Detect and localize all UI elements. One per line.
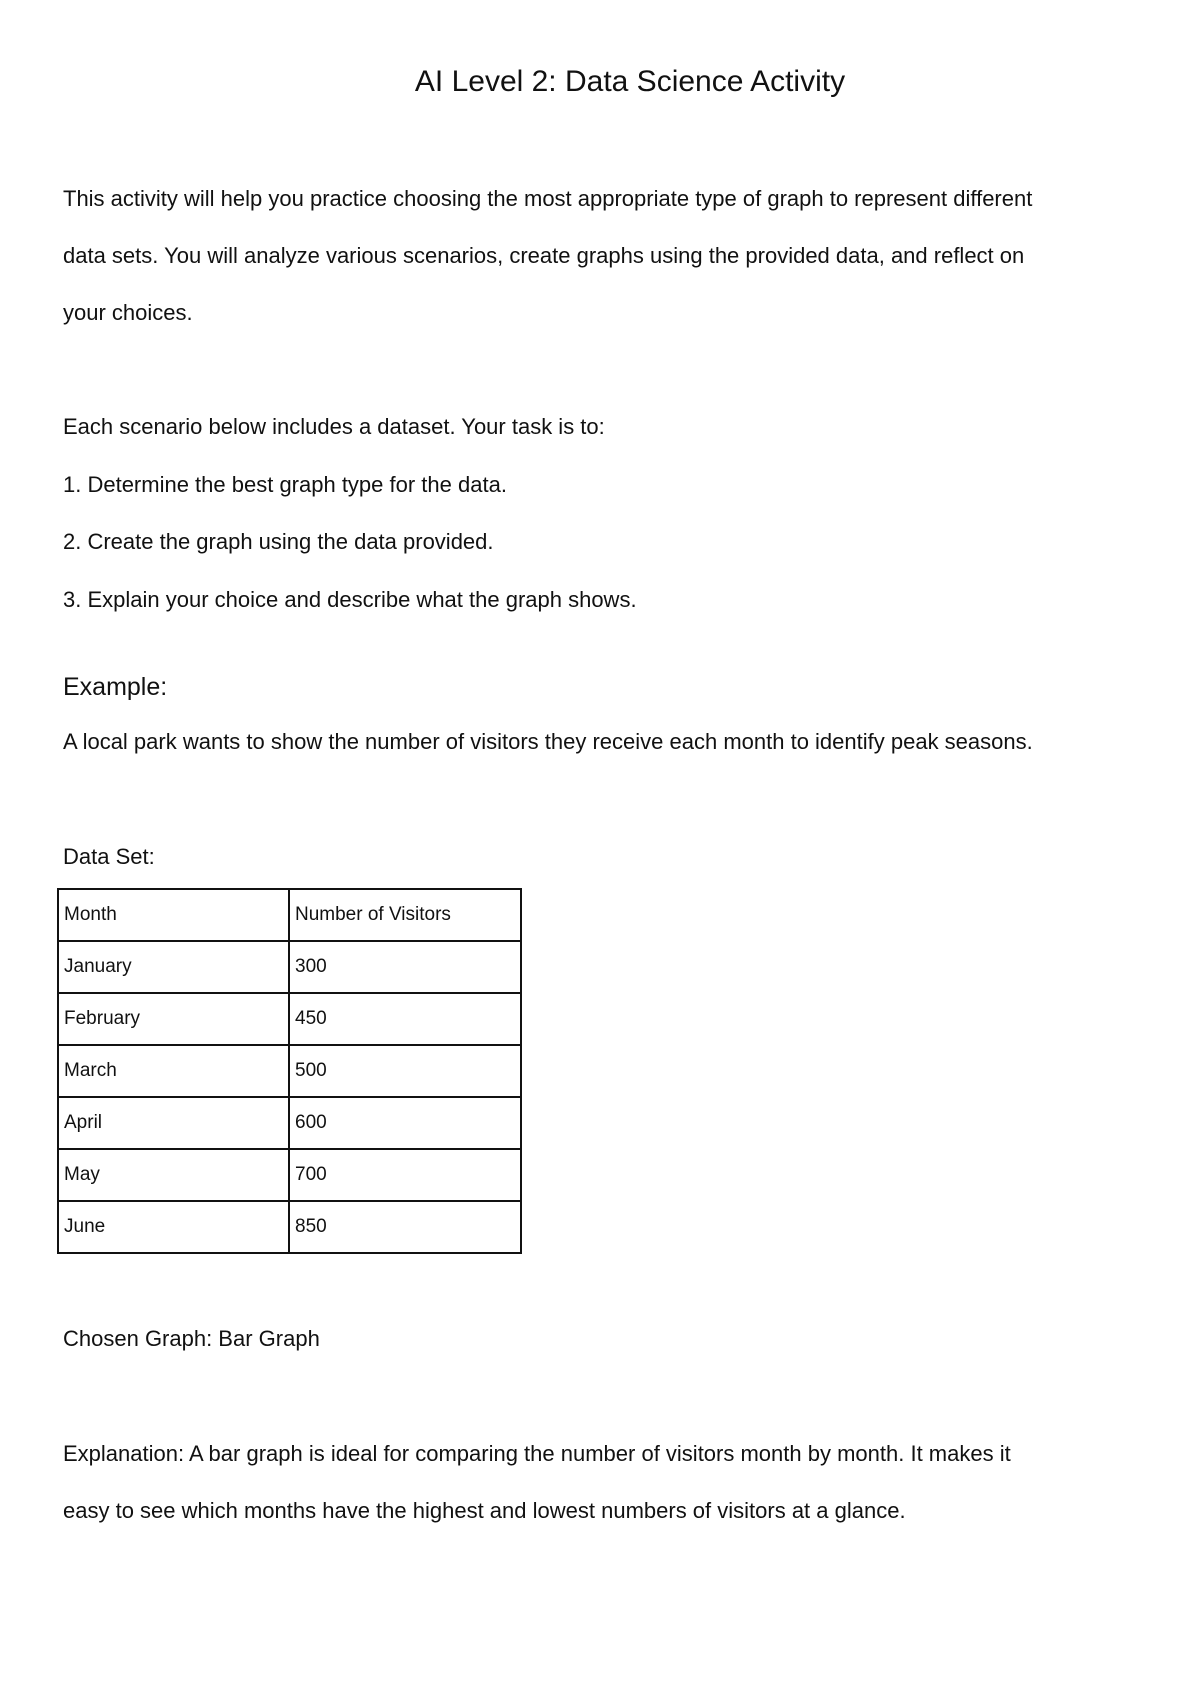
explanation-line-2: easy to see which months have the highest and lowest numbers of visitors at a glance.	[63, 1498, 906, 1523]
example-text: A local park wants to show the number of visitors they receive each month to identify peak seasons.	[63, 729, 1033, 754]
table-cell-visitors: 500	[289, 1045, 521, 1097]
table-cell-visitors: 850	[289, 1201, 521, 1253]
table-row	[58, 1201, 521, 1253]
visitors-table	[57, 888, 522, 1254]
explanation-line-1: Explanation: A bar graph is ideal for comparing the number of visitors month by month. It makes it	[63, 1441, 1011, 1466]
table-row	[58, 1097, 521, 1149]
table-cell-month: March	[58, 1045, 289, 1097]
step-3: 3. Explain your choice and describe what the graph shows.	[63, 587, 637, 612]
dataset-label: Data Set:	[63, 844, 155, 869]
table-header-month: Month	[58, 889, 289, 941]
table-cell-visitors: 450	[289, 993, 521, 1045]
table-cell-month: June	[58, 1201, 289, 1253]
table-cell-month: January	[58, 941, 289, 993]
step-2: 2. Create the graph using the data provided.	[63, 529, 494, 554]
page-title: AI Level 2: Data Science Activity	[414, 65, 846, 98]
table-cell-month: April	[58, 1097, 289, 1149]
table-cell-visitors: 700	[289, 1149, 521, 1201]
example-heading: Example:	[63, 673, 168, 701]
intro-text-line-3: your choices.	[63, 300, 193, 325]
step-1: 1. Determine the best graph type for the data.	[63, 472, 507, 497]
table-cell-visitors: 600	[289, 1097, 521, 1149]
table-cell-month: May	[58, 1149, 289, 1201]
table-cell-visitors: 300	[289, 941, 521, 993]
table-row	[58, 941, 521, 993]
intro-text-line-1: This activity will help you practice choosing the most appropriate type of graph to represent different	[63, 186, 1033, 211]
chosen-graph: Chosen Graph: Bar Graph	[63, 1326, 320, 1351]
task-intro: Each scenario below includes a dataset. Your task is to:	[63, 414, 605, 439]
table-header-row	[58, 889, 521, 941]
table-header-visitors: Number of Visitors	[289, 889, 521, 941]
table-row	[58, 1045, 521, 1097]
table-row	[58, 993, 521, 1045]
table-cell-month: February	[58, 993, 289, 1045]
table-row	[58, 1149, 521, 1201]
intro-text-line-2: data sets. You will analyze various scenarios, create graphs using the provided data, and reflect on	[63, 243, 1025, 268]
